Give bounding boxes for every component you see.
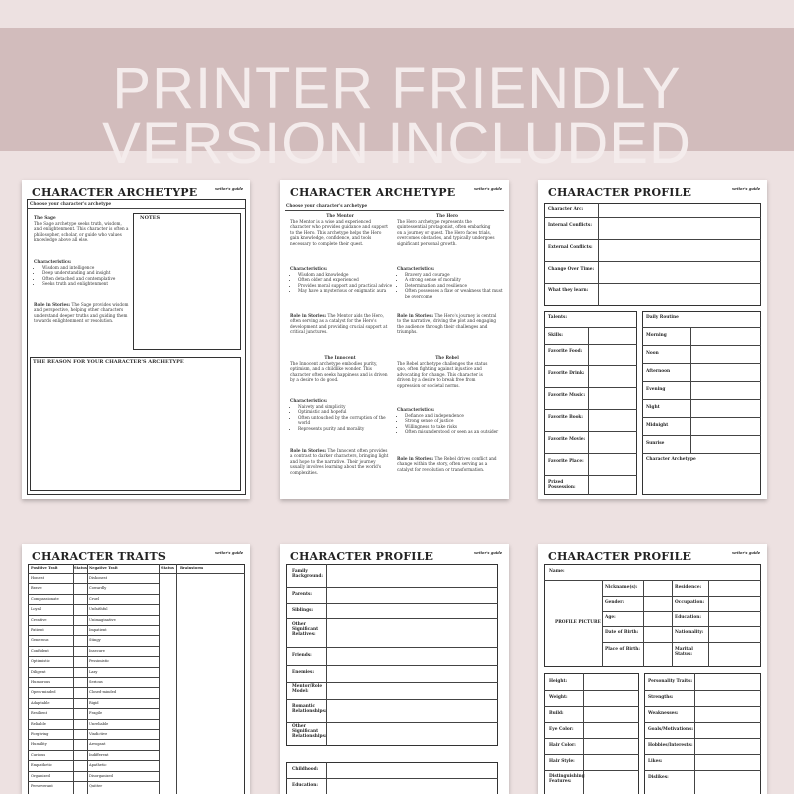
divider — [602, 596, 761, 597]
characteristics-heading: Characteristics: — [290, 398, 328, 403]
field-label: Change Over Time: — [548, 267, 595, 272]
positive-trait: Brave — [31, 586, 42, 591]
positive-trait: Generous — [31, 638, 49, 643]
field-label: Name: — [549, 569, 565, 574]
divider — [286, 722, 498, 723]
field-label: Favorite Place: — [548, 459, 584, 464]
profile-basics-page — [538, 544, 767, 794]
divider — [544, 327, 637, 328]
list-item: • Willingness to take risks — [405, 424, 505, 429]
field-label: Morning — [646, 333, 667, 338]
column-header: Brainstorm — [180, 566, 204, 570]
divider — [28, 719, 159, 720]
positive-trait: Curious — [31, 752, 46, 757]
innocent-traits-list — [290, 404, 398, 431]
divider — [642, 399, 761, 400]
banner-line-2: VERSION INCLUDED — [102, 111, 692, 176]
divider — [644, 706, 761, 707]
divider — [28, 646, 159, 647]
column-header: Negative Trait — [89, 566, 118, 570]
field-label: Parents: — [292, 592, 313, 597]
field-label: Daily Routine — [646, 315, 679, 320]
positive-trait: Resilient — [31, 711, 48, 716]
characteristics-heading: Characteristics: — [397, 266, 435, 271]
brand-logo: writer's guide — [732, 187, 760, 191]
negative-trait: Closed-minded — [89, 690, 117, 695]
negative-trait: Serious — [89, 680, 103, 684]
negative-trait: Unimaginative — [89, 617, 116, 622]
positive-trait: Open-minded — [31, 690, 56, 695]
divider — [602, 626, 761, 627]
divider — [644, 738, 761, 739]
divider — [28, 615, 159, 616]
field-label: Other Significant Relationships: — [292, 724, 327, 740]
brand-logo: writer's guide — [474, 187, 502, 191]
sage-title: The Sage — [34, 215, 56, 220]
subtitle: Choose your character's archetype — [286, 203, 368, 208]
field-label: Place of Birth: — [605, 647, 640, 652]
role-label: Role in Stories: — [290, 448, 327, 453]
field-label: Internal Conflicts: — [548, 223, 592, 228]
reason-label: THE REASON FOR YOUR CHARACTER'S ARCHETYPE — [33, 359, 184, 365]
divider — [544, 261, 761, 262]
list-item: • Seeks truth and enlightenment — [42, 281, 137, 286]
divider — [286, 647, 498, 648]
divider — [694, 673, 695, 794]
negative-trait: Apathetic — [89, 763, 107, 768]
field-label: Weaknesses: — [648, 711, 679, 716]
list-item: • Deep understanding and insight — [42, 270, 137, 275]
divider — [27, 208, 246, 209]
divider — [28, 656, 159, 657]
divider — [602, 611, 761, 612]
field-label: Eye Color: — [549, 727, 574, 732]
divider — [28, 625, 159, 626]
divider — [544, 431, 637, 432]
divider — [642, 417, 761, 418]
divider — [28, 739, 159, 740]
divider — [28, 583, 159, 584]
role-text: The Hero's journey is central to the narrative, driving the plot and engaging the audience through their challenges and triumphs. — [397, 313, 497, 335]
sage-description: The Sage archetype seeks truth, wisdom, and enlightenment. This character is often a philosopher, scholar, or guide who values knowledge above all else. — [34, 221, 129, 243]
notes-box[interactable] — [133, 213, 241, 350]
field-label: Talents: — [548, 315, 568, 320]
field-label: Favorite Food: — [548, 349, 583, 354]
divider — [642, 363, 761, 364]
field-label: Gender: — [605, 600, 625, 605]
list-item: • Optimistic and hopeful — [298, 409, 398, 414]
positive-trait: Humility — [31, 742, 47, 747]
field-label: Nationality: — [675, 630, 704, 635]
hero-role — [397, 313, 497, 335]
sage-traits-list — [34, 265, 137, 287]
field-label: Hair Color: — [549, 743, 576, 748]
negative-trait: Unfaithful — [89, 607, 108, 612]
positive-trait: Optimistic — [31, 659, 50, 664]
field-label: Likes: — [648, 759, 663, 764]
profile-picture-label: PROFILE PICTURE — [555, 620, 601, 625]
profile-arc-page — [538, 180, 767, 499]
field-label: Skills: — [548, 333, 563, 338]
positive-trait: Loyal — [31, 607, 41, 612]
field-label: Character Archetype — [646, 457, 696, 462]
divider — [642, 381, 761, 382]
divider — [598, 203, 599, 306]
divider — [286, 665, 498, 666]
field-label: Midnight — [646, 423, 669, 428]
innocent-title: The Innocent — [324, 355, 356, 360]
list-item: • Often older and experienced — [298, 277, 398, 282]
divider — [28, 760, 159, 761]
divider — [286, 618, 498, 619]
field-label: Friends: — [292, 653, 312, 658]
characteristics-heading: Characteristics: — [397, 407, 435, 412]
field-label: Marital Status: — [675, 647, 693, 658]
role-text: The Mentor aids the Hero, often serving as a catalyst for the Hero's development and providing crucial support at critical junctures. — [290, 313, 388, 335]
positive-trait: Creative — [31, 617, 47, 622]
divider — [544, 344, 637, 345]
list-item: • Defiance and independence — [405, 413, 505, 418]
divider — [544, 453, 637, 454]
divider — [672, 580, 673, 667]
divider — [28, 708, 159, 709]
field-label: Afternoon — [646, 369, 671, 374]
negative-trait: Arrogant — [89, 742, 106, 747]
banner — [0, 28, 794, 176]
positive-trait: Diligent — [31, 669, 46, 674]
field-label: Mentor/Role Model: — [292, 684, 323, 695]
positive-trait: Honest — [31, 576, 45, 580]
negative-trait: Stingy — [89, 638, 101, 643]
divider — [602, 642, 761, 643]
field-label: Dislikes: — [648, 775, 669, 780]
negative-trait: Impatient — [89, 628, 107, 632]
characteristics-heading: Characteristics: — [34, 259, 72, 264]
innocent-role — [290, 448, 390, 475]
field-label: Goals/Motivations: — [648, 727, 694, 732]
positive-trait: Adaptable — [31, 700, 50, 705]
divider — [644, 722, 761, 723]
role-text: The Innocent often provides a contrast to darker characters, bringing light and hope to the narrative. Their journey usually involves learning about the world's complexities. — [290, 448, 389, 475]
divider — [544, 770, 639, 771]
hero-description: The Hero archetype represents the quintessential protagonist, often embarking on a journey or quest. The Hero faces trials, overcomes obstacles, and typically undergoes significant personal growth. — [397, 219, 495, 246]
divider — [602, 580, 603, 667]
list-item: • Often detached and contemplative — [42, 276, 137, 281]
divider — [286, 778, 498, 779]
divider — [28, 677, 159, 678]
mentor-description: The Mentor is a wise and experienced character who provides guidance and support to the Hero. This archetype helps the Hero gain knowledge, confidence, and tools necessary to complete their quest. — [290, 219, 388, 246]
sage-role — [34, 302, 129, 324]
divider — [28, 729, 159, 730]
list-item: • A strong sense of morality — [405, 277, 505, 282]
divider — [28, 781, 159, 782]
list-item: • Naivety and simplicity — [298, 404, 398, 409]
field-label: Enemies: — [292, 670, 315, 675]
divider — [286, 682, 498, 683]
brand-logo: writer's guide — [215, 551, 243, 555]
field-label: Favorite Drink: — [548, 371, 585, 376]
column-header: Status — [74, 566, 87, 570]
field-label: External Conflicts: — [548, 245, 593, 250]
divider — [642, 327, 761, 328]
page-title: CHARACTER PROFILE — [290, 550, 434, 563]
mentor-traits-list — [290, 272, 398, 294]
page-title: CHARACTER PROFILE — [548, 550, 692, 563]
positive-trait: Confident — [31, 648, 49, 653]
divider — [28, 604, 159, 605]
divider — [28, 771, 159, 772]
divider — [544, 217, 761, 218]
divider — [544, 690, 639, 691]
divider — [544, 738, 639, 739]
traits-page — [22, 544, 250, 794]
field-label: Strengths: — [648, 695, 674, 700]
list-item: • Provides moral support and practical advice — [298, 283, 398, 288]
favorites-table — [544, 311, 637, 495]
field-label: Height: — [549, 679, 568, 684]
list-item: • May have a mysterious or enigmatic aura — [298, 288, 398, 293]
divider — [544, 409, 637, 410]
field-label: Education: — [675, 615, 701, 620]
rebel-title: The Rebel — [435, 355, 459, 360]
positive-trait: Reliable — [31, 721, 46, 726]
hero-traits-list — [397, 272, 505, 299]
divider — [286, 587, 498, 588]
positive-trait: Patient — [31, 628, 44, 632]
brand-logo: writer's guide — [474, 551, 502, 555]
negative-trait: Fragile — [89, 711, 103, 716]
page-title: CHARACTER PROFILE — [548, 186, 692, 199]
divider — [159, 564, 160, 794]
field-label: Night — [646, 405, 660, 410]
divider — [642, 345, 761, 346]
subtitle: Choose your character's archetype — [30, 201, 112, 206]
divider — [159, 573, 245, 574]
rebel-role — [397, 456, 497, 472]
list-item: • Determination and resilience — [405, 283, 505, 288]
divider — [326, 564, 327, 746]
divider — [285, 210, 504, 211]
negative-trait: Rigid — [89, 700, 99, 705]
divider — [644, 690, 761, 691]
profile-relationships-page — [280, 544, 509, 794]
field-label: Distinguishing Features: — [549, 774, 585, 785]
divider — [28, 698, 159, 699]
list-item: • Often misunderstood or seen as an outsider — [405, 429, 505, 434]
divider — [28, 594, 159, 595]
negative-trait: Cowardly — [89, 586, 107, 591]
positive-trait: Empathetic — [31, 763, 52, 768]
brand-logo: writer's guide — [215, 187, 243, 191]
divider — [544, 387, 637, 388]
role-label: Role in Stories: — [397, 313, 434, 318]
divider — [544, 722, 639, 723]
negative-trait: Vindictive — [89, 732, 108, 736]
divider — [544, 365, 637, 366]
divider — [28, 635, 159, 636]
negative-trait: Lazy — [89, 669, 98, 674]
field-label: Education: — [292, 783, 318, 788]
field-label: Romantic Relationships: — [292, 704, 327, 715]
divider — [588, 327, 589, 495]
positive-trait: Perseverant — [31, 784, 53, 788]
column-header: Status — [161, 566, 174, 570]
field-label: Occupation: — [675, 600, 705, 605]
positive-trait: Forgiving — [31, 732, 49, 736]
list-item: • Often possesses a flaw or weakness that must be overcome — [405, 288, 505, 299]
hero-title: The Hero — [436, 213, 458, 218]
field-label: Date of Birth: — [605, 630, 639, 635]
mentor-role — [290, 313, 390, 335]
page-title: CHARACTER ARCHETYPE — [32, 186, 198, 199]
field-label: Sunrise — [646, 441, 665, 446]
field-label: Favorite Music: — [548, 393, 586, 398]
divider — [28, 573, 159, 574]
page-title: CHARACTER TRAITS — [32, 550, 166, 563]
field-label: Nickname(s): — [605, 585, 638, 590]
field-label: Character Arc: — [548, 207, 584, 212]
archetype-sage-page — [22, 180, 250, 499]
divider — [286, 699, 498, 700]
divider — [644, 770, 761, 771]
list-item: • Bravery and courage — [405, 272, 505, 277]
field-label: Favorite Book: — [548, 415, 584, 420]
divider — [643, 580, 644, 667]
negative-trait: Quitter — [89, 784, 103, 788]
role-label: Role in Stories: — [397, 456, 434, 461]
innocent-description: The Innocent archetype embodies purity, optimism, and a childlike wonder. This character often seeks happiness and is driven by a desire to do good. — [290, 361, 388, 383]
divider — [544, 475, 637, 476]
field-label: Personality Traits: — [648, 679, 693, 684]
field-label: Siblings: — [292, 608, 314, 613]
field-label: Age: — [605, 615, 616, 620]
mentor-title: The Mentor — [326, 213, 354, 218]
banner-line-1: PRINTER FRIENDLY — [112, 56, 682, 121]
field-label: Prized Possession: — [548, 480, 576, 491]
archetype-list-page — [280, 180, 509, 499]
divider — [544, 754, 639, 755]
divider — [28, 750, 159, 751]
divider — [544, 706, 639, 707]
negative-trait: Cruel — [89, 596, 100, 601]
reason-box[interactable] — [30, 357, 241, 491]
negative-trait: Pessimistic — [89, 659, 110, 664]
page-title: CHARACTER ARCHETYPE — [290, 186, 456, 199]
field-label: Build: — [549, 711, 564, 716]
divider — [544, 239, 761, 240]
brand-logo: writer's guide — [732, 551, 760, 555]
notes-label: NOTES — [140, 215, 161, 221]
role-text: The Rebel drives conflict and change within the story, often serving as a catalyst for revolution or transformation. — [397, 456, 497, 472]
positive-trait: Organized — [31, 773, 50, 778]
field-label: Hobbies/Interests: — [648, 743, 693, 748]
negative-trait: Disorganized — [89, 773, 113, 778]
field-label: Family Background: — [292, 569, 323, 580]
field-label: Childhood: — [292, 767, 319, 772]
field-label: Weight: — [549, 695, 568, 700]
list-item: • Often untouched by the corruption of the world — [298, 415, 398, 426]
negative-trait: Dishonest — [89, 576, 108, 580]
divider — [176, 564, 177, 794]
list-item: • Represents purity and morality — [298, 426, 398, 431]
role-label: Role in Stories: — [34, 302, 71, 307]
divider — [644, 754, 761, 755]
field-label: Hair Style: — [549, 759, 575, 764]
characteristics-heading: Characteristics: — [290, 266, 328, 271]
field-label: Noon — [646, 351, 659, 356]
divider — [642, 435, 761, 436]
rebel-traits-list — [397, 413, 505, 435]
field-label: What they learn: — [548, 288, 589, 293]
field-label: Residence: — [675, 585, 702, 590]
role-text: The Sage provides wisdom and perspective, helping other characters understand deeper truths and guiding them towards enlightenment or resolution. — [34, 302, 129, 324]
field-label: Favorite Movie: — [548, 437, 586, 442]
divider — [28, 667, 159, 668]
negative-trait: Indifferent — [89, 752, 109, 757]
divider — [642, 453, 761, 454]
negative-trait: Insecure — [89, 648, 105, 653]
divider — [28, 687, 159, 688]
divider — [708, 580, 709, 667]
list-item: • Wisdom and intelligence — [42, 265, 137, 270]
list-item: • Wisdom and knowledge — [298, 272, 398, 277]
positive-trait: Humorous — [31, 680, 51, 684]
divider — [286, 603, 498, 604]
negative-trait: Unreliable — [89, 721, 109, 726]
divider — [544, 580, 761, 581]
divider — [544, 283, 761, 284]
field-label: Other Significant Relatives: — [292, 622, 319, 638]
routine-table — [642, 311, 761, 495]
positive-trait: Compassionate — [31, 596, 59, 601]
list-item: • Strong sense of justice — [405, 418, 505, 423]
column-header: Positive Trait — [31, 566, 58, 570]
rebel-description: The Rebel archetype challenges the status quo, often fighting against injustice and advocating for change. This character is driven by a desire to break free from oppression or societal norms. — [397, 361, 488, 388]
role-label: Role in Stories: — [290, 313, 327, 318]
field-label: Evening — [646, 387, 666, 392]
